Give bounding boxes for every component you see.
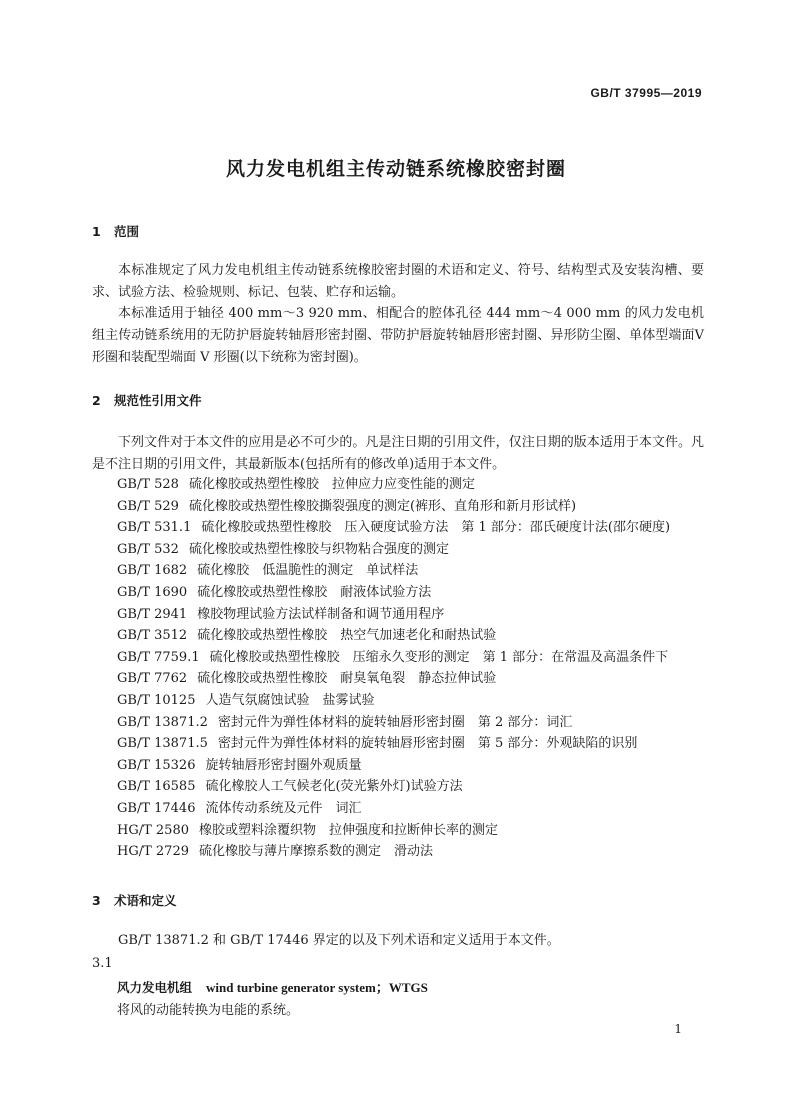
reference-item [117,604,670,626]
reference-item [117,647,670,669]
reference-item [117,517,670,539]
document-title: 风力发电机组主传动链系统橡胶密封圈 [225,158,566,180]
reference-title: 硫化橡胶或热塑性橡胶 拉伸应力应变性能的测定 [188,477,475,492]
reference-item [117,496,670,518]
reference-item [117,733,670,755]
reference-item [117,668,670,690]
normative-references-list [117,474,670,863]
reference-item [117,690,670,712]
term-definition: 将风的动能转换为电能的系统。 [117,1003,300,1018]
section-title: 范围 [114,224,140,239]
reference-title: 硫化橡胶人工气候老化(荧光紫外灯)试验方法 [205,779,463,795]
reference-title: 硫化橡胶与薄片摩擦系数的测定 滑动法 [199,844,434,860]
section-2-heading [92,391,202,409]
reference-item [117,474,670,496]
reference-title: 橡胶物理试验方法试样制备和调节通用程序 [197,606,445,622]
reference-code: GB/T 17446 [117,800,196,816]
reference-item [117,755,670,777]
reference-code: GB/T 531.1 [117,520,192,536]
reference-code: GB/T 529 [117,498,179,514]
reference-item [117,539,670,561]
reference-title: 流体传动系统及元件 词汇 [205,800,362,816]
section-number: 1 [92,224,101,239]
reference-title: 硫化橡胶或热塑性橡胶 压入硬度试验方法 第 1 部分：邵氏硬度计法(邵尔硬度) [201,520,671,536]
reference-item [117,820,670,842]
section-title: 规范性引用文件 [114,393,202,408]
reference-code: GB/T 1682 [117,563,188,579]
reference-title: 密封元件为弹性体材料的旋转轴唇形密封圈 第 5 部分：外观缺陷的识别 [217,736,638,752]
section-1-heading [92,222,139,240]
reference-item [117,841,670,863]
reference-code: HG/T 2580 [117,822,189,838]
reference-code: GB/T 13871.5 [117,736,208,752]
reference-item [117,560,670,582]
reference-code: GB/T 532 [117,541,179,557]
reference-code: GB/T 528 [117,477,179,492]
section-number: 2 [92,393,101,408]
reference-title: 硫化橡胶 低温脆性的测定 单试样法 [197,563,419,579]
term-name-cn: 风力发电机组 [117,980,193,995]
section-1-paragraph-1: 本标准规定了风力发电机组主传动链系统橡胶密封圈的术语和定义、符号、结构型式及安装沟槽、要求、试验方法、检验规则、标记、包装、贮存和运输。 [92,263,704,300]
section-title: 术语和定义 [114,893,177,908]
reference-code: GB/T 13871.2 [117,714,208,730]
reference-title: 硫化橡胶或热塑性橡胶 耐臭氧龟裂 静态拉伸试验 [197,671,497,687]
reference-title: 硫化橡胶或热塑性橡胶撕裂强度的测定(裤形、直角形和新月形试样) [188,498,577,514]
reference-code: GB/T 7762 [117,671,188,687]
reference-code: GB/T 10125 [117,692,196,708]
reference-title: 人造气氛腐蚀试验 盐雾试验 [205,692,375,708]
reference-code: GB/T 16585 [117,779,196,795]
reference-title: 硫化橡胶或热塑性橡胶 耐液体试验方法 [197,584,432,600]
reference-title: 硫化橡胶或热塑性橡胶 热空气加速老化和耐热试验 [197,628,497,644]
reference-code: GB/T 2941 [117,606,188,622]
section-2-intro: 下列文件对于本文件的应用是必不可少的。凡是注日期的引用文件，仅注日期的版本适用于本文件。凡是不注日期的引用文件，其最新版本(包括所有的修改单)适用于本文件。 [92,435,704,472]
reference-code: GB/T 15326 [117,757,196,773]
reference-code: GB/T 7759.1 [117,649,200,665]
reference-item [117,625,670,647]
document-code: GB/T 37995—2019 [590,86,702,100]
reference-code: HG/T 2729 [117,844,189,860]
reference-code: GB/T 1690 [117,584,188,600]
reference-title: 旋转轴唇形密封圈外观质量 [205,757,362,773]
reference-title: 橡胶或塑料涂覆织物 拉伸强度和拉断伸长率的测定 [199,822,499,838]
section-number: 3 [92,893,101,908]
reference-title: 硫化橡胶或热塑性橡胶 压缩永久变形的测定 第 1 部分：在常温及高温条件下 [209,649,669,665]
term-name-en: wind turbine generator system；WTGS [206,980,428,995]
reference-title: 密封元件为弹性体材料的旋转轴唇形密封圈 第 2 部分：词汇 [217,714,573,730]
reference-item [117,712,670,734]
term-entry [117,977,428,996]
reference-item [117,798,670,820]
term-number: 3.1 [92,956,113,971]
section-1-paragraph-2: 本标准适用于轴径 400 mm～3 920 mm、相配合的腔体孔径 444 mm～4 000 mm 的风力发电机组主传动链系统用的无防护唇旋转轴唇形密封圈、带防护唇旋转轴唇形密封圈、异形防尘圈、单体型端面V形圈和装配型端面 V 形圈(以下统称为密封圈)。 [92,306,704,365]
section-3-intro: GB/T 13871.2 和 GB/T 17446 界定的以及下列术语和定义适用于本文件。 [118,933,560,948]
section-3-heading [92,891,177,909]
reference-item [117,776,670,798]
page-number: 1 [674,1022,682,1036]
reference-code: GB/T 3512 [117,628,188,644]
reference-item [117,582,670,604]
reference-title: 硫化橡胶或热塑性橡胶与织物粘合强度的测定 [188,541,449,557]
